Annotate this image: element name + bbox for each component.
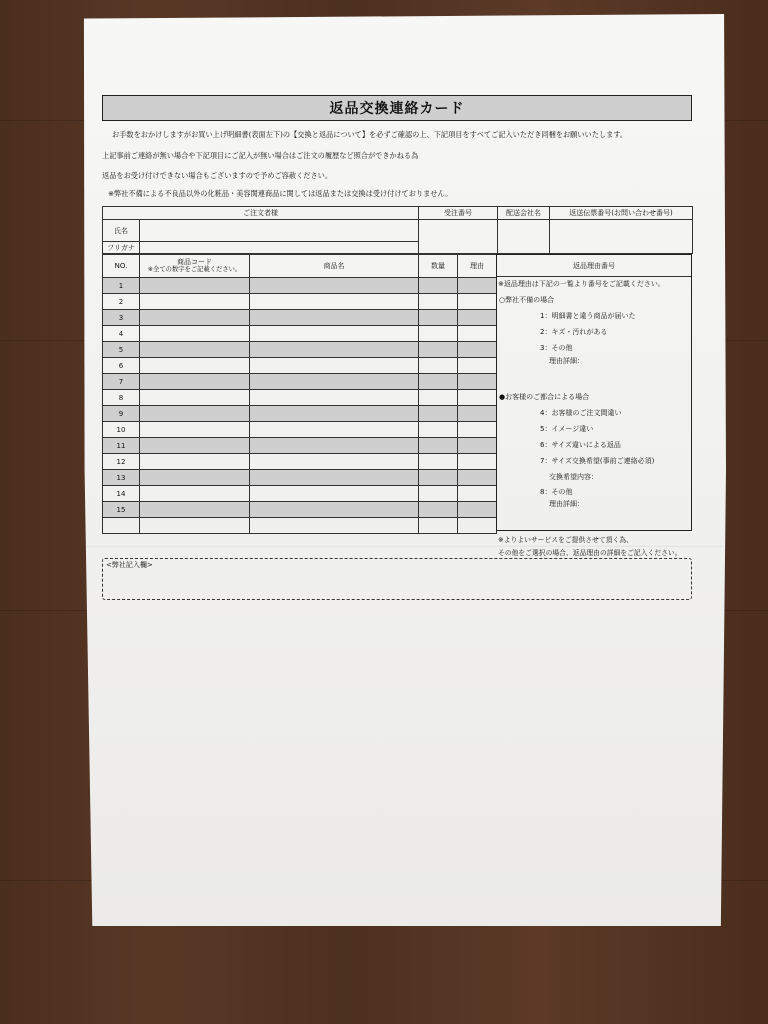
reason-cell[interactable]: [458, 342, 497, 358]
name-cell[interactable]: [250, 454, 419, 470]
qty-cell[interactable]: [419, 470, 458, 486]
row-no: 8: [103, 390, 140, 406]
table-row: [103, 358, 497, 374]
table-row: [103, 422, 497, 438]
col-qty: 数量: [419, 255, 458, 278]
reason-cell[interactable]: [458, 374, 497, 390]
col-no: NO.: [103, 255, 140, 278]
reason-cell[interactable]: [458, 502, 497, 518]
table-row: [103, 502, 497, 518]
reason-head: 返品理由番号: [497, 255, 691, 277]
reason-cell[interactable]: [458, 454, 497, 470]
qty-cell[interactable]: [419, 278, 458, 294]
reason-detail-label: 交換希望内容：: [549, 473, 598, 481]
qty-cell[interactable]: [419, 502, 458, 518]
name-cell[interactable]: [250, 390, 419, 406]
table-row: [103, 374, 497, 390]
name-field[interactable]: [140, 220, 419, 242]
table-row: [103, 438, 497, 454]
table-row: [103, 342, 497, 358]
code-cell[interactable]: [140, 438, 250, 454]
code-cell[interactable]: [140, 358, 250, 374]
name-cell[interactable]: [250, 310, 419, 326]
name-cell[interactable]: [250, 502, 419, 518]
furigana-field[interactable]: [140, 242, 419, 254]
qty-cell[interactable]: [419, 326, 458, 342]
form-title: [102, 95, 692, 121]
col-code: [140, 255, 250, 278]
table-row: [103, 390, 497, 406]
name-cell[interactable]: [250, 374, 419, 390]
reason-note: ※返品理由は下記の一覧より番号をご記載ください。: [498, 280, 665, 288]
table-row: [103, 518, 497, 534]
carrier-field[interactable]: [498, 220, 550, 254]
qty-cell[interactable]: [419, 390, 458, 406]
code-cell[interactable]: [140, 406, 250, 422]
title-text: 返品交換連絡カード: [329, 101, 465, 117]
code-cell[interactable]: [140, 326, 250, 342]
qty-cell[interactable]: [419, 518, 458, 534]
reason-cell[interactable]: [458, 486, 497, 502]
reason-cell[interactable]: [458, 422, 497, 438]
reason-cell[interactable]: [458, 278, 497, 294]
name-cell[interactable]: [250, 342, 419, 358]
row-no: 3: [103, 310, 140, 326]
table-row: [103, 470, 497, 486]
row-no: 13: [103, 470, 140, 486]
reason-item: 5：イメージ違い: [540, 425, 594, 433]
table-row: [103, 326, 497, 342]
row-no: 12: [103, 454, 140, 470]
code-cell[interactable]: [140, 294, 250, 310]
row-no: 14: [103, 486, 140, 502]
reason-cell[interactable]: [458, 438, 497, 454]
orderer-table: [102, 206, 693, 254]
row-no: 15: [103, 502, 140, 518]
qty-cell[interactable]: [419, 374, 458, 390]
name-cell[interactable]: [250, 422, 419, 438]
name-cell[interactable]: [250, 438, 419, 454]
intro-line: お手数をおかけしますがお買い上げ明細書(表面左下)の【交換と返品について】を必ずご確認の上、下記項目をすべてご記入いただき同梱をお願いいたします。: [112, 130, 628, 139]
code-cell[interactable]: [140, 278, 250, 294]
slip-no-field[interactable]: [550, 220, 693, 254]
furigana-label: フリガナ: [103, 242, 140, 254]
col-code-label: 商品コード: [177, 258, 212, 266]
name-cell[interactable]: [250, 294, 419, 310]
qty-cell[interactable]: [419, 422, 458, 438]
footer-note: その他をご選択の場合、返品理由の詳細をご記入ください。: [498, 549, 682, 557]
code-cell[interactable]: [140, 470, 250, 486]
row-no: 4: [103, 326, 140, 342]
qty-cell[interactable]: [419, 342, 458, 358]
row-no: 1: [103, 278, 140, 294]
col-reason: 理由: [458, 255, 497, 278]
order-no-header: 受注番号: [419, 207, 498, 220]
table-row: [103, 454, 497, 470]
qty-cell[interactable]: [419, 438, 458, 454]
order-no-field[interactable]: [419, 220, 498, 254]
reason-group-customer: ●お客様のご都合による場合: [499, 393, 590, 401]
reason-item: 2：キズ・汚れがある: [540, 328, 608, 336]
reason-detail-label: 理由詳細：: [549, 357, 584, 365]
footer-note: ※よりよいサービスをご提供させて頂く為、: [498, 536, 633, 544]
code-cell[interactable]: [140, 486, 250, 502]
slip-no-header: 返送伝票番号(お問い合わせ番号): [550, 207, 693, 220]
code-cell[interactable]: [140, 390, 250, 406]
reason-cell[interactable]: [458, 470, 497, 486]
intro-line: 上記事前ご連絡が無い場合や下記項目にご記入が無い場合はご注文の履歴など照合ができかねる為: [102, 151, 419, 160]
reason-cell[interactable]: [458, 406, 497, 422]
code-cell[interactable]: [140, 502, 250, 518]
name-label: 氏名: [103, 220, 140, 242]
table-row: [103, 406, 497, 422]
name-cell[interactable]: [250, 486, 419, 502]
name-cell[interactable]: [250, 278, 419, 294]
code-cell[interactable]: [140, 454, 250, 470]
orderer-header: ご注文者様: [103, 207, 419, 220]
carrier-header: 配送会社名: [498, 207, 550, 220]
company-use-label: <弊社記入欄>: [106, 561, 153, 569]
name-cell[interactable]: [250, 518, 419, 534]
items-table: [102, 254, 497, 534]
company-use-box: [102, 558, 692, 600]
row-no: 5: [103, 342, 140, 358]
qty-cell[interactable]: [419, 454, 458, 470]
intro-line: 返品をお受け付けできない場合もございますので予めご容赦ください。: [102, 171, 333, 180]
reason-item: 1：明細書と違う商品が届いた: [540, 312, 636, 320]
code-cell[interactable]: [140, 342, 250, 358]
col-name: 商品名: [250, 255, 419, 278]
row-no: 6: [103, 358, 140, 374]
reason-item: 8：その他: [540, 488, 573, 496]
name-cell[interactable]: [250, 470, 419, 486]
reason-group-ours: ○弊社不備の場合: [499, 296, 555, 304]
reason-cell[interactable]: [458, 310, 497, 326]
name-cell[interactable]: [250, 358, 419, 374]
code-cell[interactable]: [140, 518, 250, 534]
row-no: [103, 518, 140, 534]
table-row: [103, 486, 497, 502]
code-cell[interactable]: [140, 374, 250, 390]
name-cell[interactable]: [250, 326, 419, 342]
reason-cell[interactable]: [458, 358, 497, 374]
reason-cell[interactable]: [458, 294, 497, 310]
table-row: [103, 310, 497, 326]
reason-item: 3：その他: [540, 344, 573, 352]
row-no: 11: [103, 438, 140, 454]
qty-cell[interactable]: [419, 358, 458, 374]
reason-item: 6：サイズ違いによる返品: [540, 441, 621, 449]
reason-item: 7：サイズ交換希望(事前ご連絡必須): [540, 457, 655, 465]
reason-cell[interactable]: [458, 390, 497, 406]
row-no: 2: [103, 294, 140, 310]
qty-cell[interactable]: [419, 486, 458, 502]
qty-cell[interactable]: [419, 294, 458, 310]
reason-cell[interactable]: [458, 518, 497, 534]
intro-line: ※弊社不備による不良品以外の化粧品・美容関連商品に関しては返品または交換は受け付けておりません。: [108, 189, 453, 198]
qty-cell[interactable]: [419, 310, 458, 326]
table-row: [103, 278, 497, 294]
reason-cell[interactable]: [458, 326, 497, 342]
qty-cell[interactable]: [419, 406, 458, 422]
table-row: [103, 294, 497, 310]
row-no: 9: [103, 406, 140, 422]
col-code-note: ※全ての数字をご記載ください。: [147, 266, 242, 273]
row-no: 7: [103, 374, 140, 390]
reason-item: 4：お客様のご注文間違い: [540, 409, 622, 417]
name-cell[interactable]: [250, 406, 419, 422]
code-cell[interactable]: [140, 310, 250, 326]
code-cell[interactable]: [140, 422, 250, 438]
reason-detail-label: 理由詳細：: [549, 500, 584, 508]
row-no: 10: [103, 422, 140, 438]
